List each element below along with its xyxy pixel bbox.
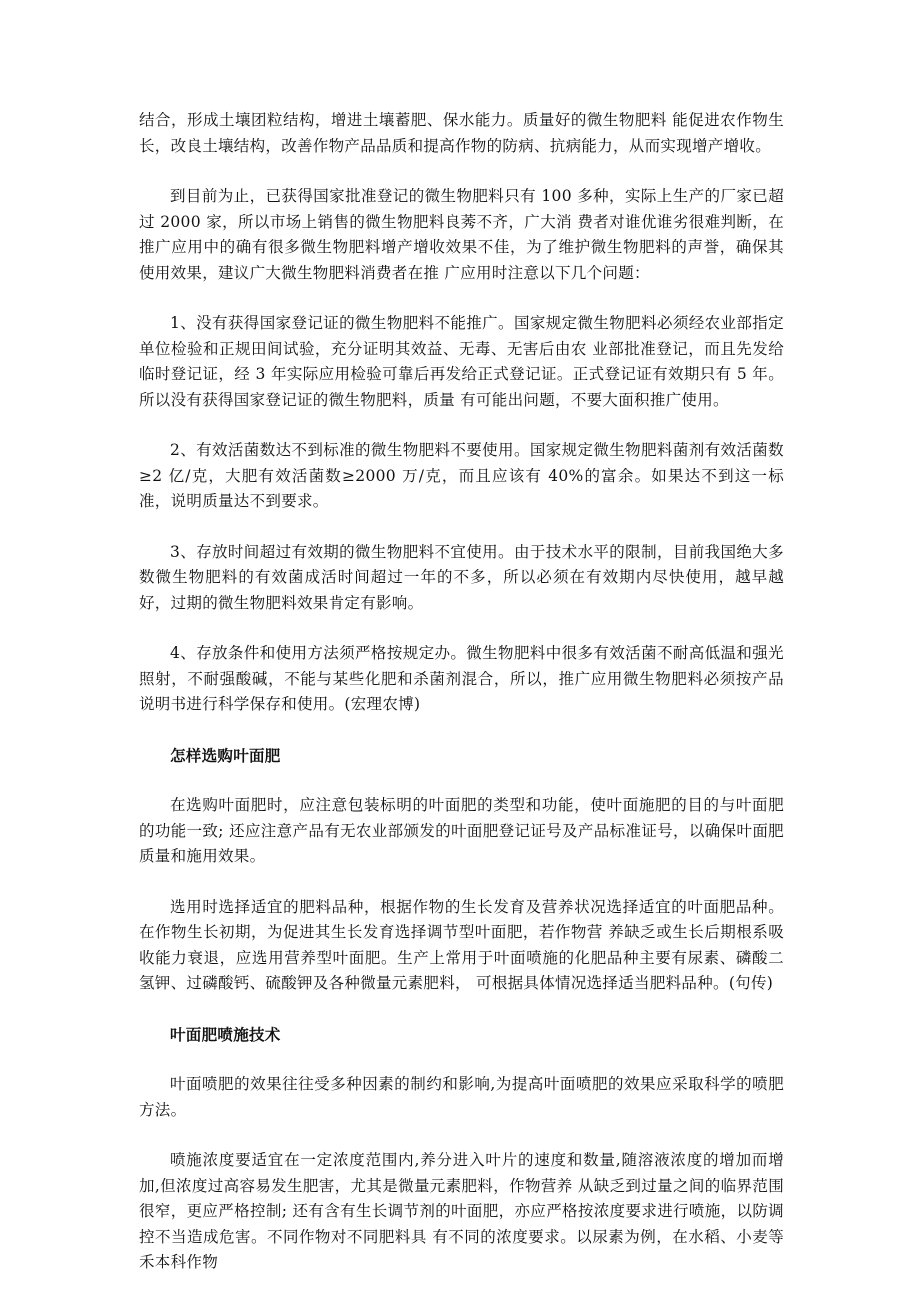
paragraph-point-2: 2、有效活菌数达不到标准的微生物肥料不要使用。国家规定微生物肥料菌剂有效活菌数≥2 亿/克，大肥有效活菌数≥2000 万/克，而且应该有 40%的富余。如果达不到这一标准，说明质量达不到要求。 — [139, 441, 784, 510]
paragraph-spraying-intro: 叶面喷肥的效果往往受多种因素的制约和影响,为提高叶面喷肥的效果应采取科学的喷肥方法。 — [139, 1075, 784, 1119]
section-heading-spraying-technique: 叶面肥喷施技术 — [170, 1024, 281, 1044]
document-body — [139, 108, 784, 1301]
paragraph-point-1: 1、没有获得国家登记证的微生物肥料不能推广。国家规定微生物肥料必须经农业部指定单位检验和正规田间试验，充分证明其效益、无毒、无害后由农 业部批准登记，而且先发给临时登记证，经 3 年实际应用检验可靠后再发给正式登记证。正式登记证有效期只有 5 年。所以没有获得国家登记证的微生物肥料，质量 有可能出问题，不要大面积推广使用。 — [139, 314, 784, 409]
paragraph-point-4: 4、存放条件和使用方法须严格按规定办。微生物肥料中很多有效活菌不耐高低温和强光照射，不耐强酸碱，不能与某些化肥和杀菌剂混合，所以，推广应用微生物肥料必须按产品说明书进行科学保存和使用。(宏理农博) — [139, 644, 784, 713]
section-heading-foliar-purchase: 怎样选购叶面肥 — [170, 745, 281, 765]
paragraph-spraying-concentration: 喷施浓度要适宜在一定浓度范围内,养分进入叶片的速度和数量,随溶液浓度的增加而增加,但浓度过高容易发生肥害，尤其是微量元素肥料，作物营养 从缺乏到过量之间的临界范围很窄，更应严格控制; 还有含有生长调节剂的叶面肥，亦应严格按浓度要求进行喷施，以防调控不当造成危害。不同作物对不同肥料具 有不同的浓度要求。以尿素为例，在水稻、小麦等禾本科作物 — [139, 1151, 784, 1271]
paragraph-purchase-guidance: 在选购叶面肥时，应注意包装标明的叶面肥的类型和功能，使叶面施肥的目的与叶面肥的功能一致; 还应注意产品有无农业部颁发的叶面肥登记证号及产品标准证号，以确保叶面肥质量和施用效果。 — [139, 796, 784, 865]
paragraph-point-3: 3、存放时间超过有效期的微生物肥料不宜使用。由于技术水平的限制，目前我国绝大多数微生物肥料的有效菌成活时间超过一年的不多，所以必须在有效期内尽快使用，越早越好，过期的微生物肥料效果肯定有影响。 — [139, 542, 784, 612]
paragraph-intro-continuation: 结合，形成土壤团粒结构，增进土壤蓄肥、保水能力。质量好的微生物肥料 能促进农作物生长，改良土壤结构，改善作物产品品质和提高作物的防病、抗病能力，从而实现增产增收。 — [139, 111, 784, 155]
paragraph-variety-selection: 选用时选择适宜的肥料品种，根据作物的生长发育及营养状况选择适宜的叶面肥品种。在作物生长初期，为促进其生长发育选择调节型叶面肥，若作物营 养缺乏或生长后期根系吸收能力衰退，应选用营养型叶面肥。生产上常用于叶面喷施的化肥品种主要有尿素、磷酸二氢钾、过磷酸钙、硫酸钾及各种微量元素肥料， 可根据具体情况选择适当肥料品种。(句传) — [139, 897, 784, 992]
paragraph-registration-overview: 到目前为止，已获得国家批准登记的微生物肥料只有 100 多种，实际上生产的厂家已超过 2000 家，所以市场上销售的微生物肥料良莠不齐，广大消 费者对谁优谁劣很难判断，在推广应用中的确有很多微生物肥料增产增收效果不佳，为了维护微生物肥料的声誉，确保其使用效果，建议广大微生物肥料消费者在推 广应用时注意以下几个问题： — [139, 187, 784, 282]
